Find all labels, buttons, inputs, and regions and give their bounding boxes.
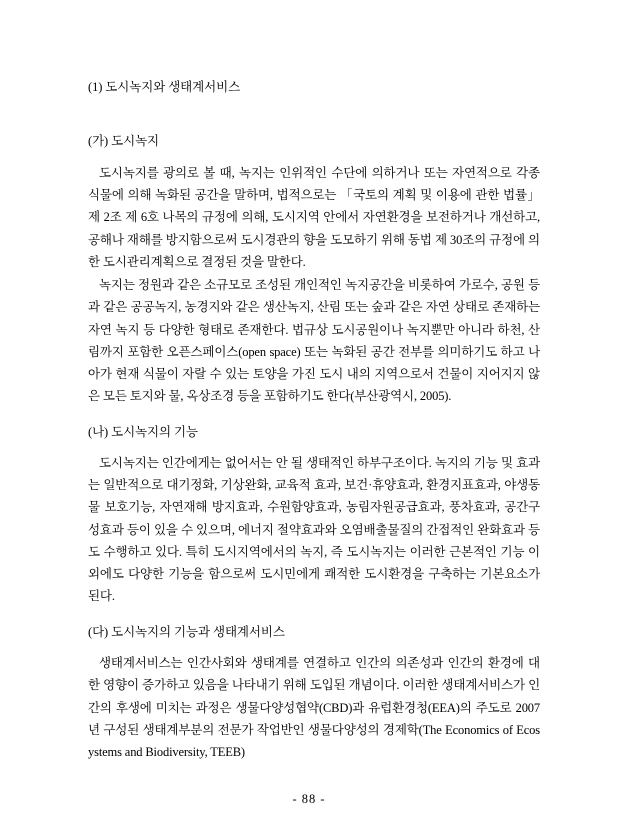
paragraph: 도시녹지는 인간에게는 없어서는 안 될 생태적인 하부구조이다. 녹지의 기능 및 효과는 일반적으로 대기정화, 기상완화, 교육적 효과, 보건·휴양효과, 환경지표효과, 야생동물 보호기능, 자연재해 방지효과, 수원함양효과, 농림자원공급효과, 풍차효과, 공간구성효과 등이 있을 수 있으며, 에너지 절약효과와 오염배출물질의 간접적인 완화효과 등도 수행하고 있다. 특히 도시지역에서의 녹지, 즉 도시녹지는 이러한 근본적인 기능 이외에도 다양한 기능을 함으로써 도시민에게 쾌적한 도시환경을 구축하는 기본요소가 된다. — [88, 455, 540, 604]
spacer — [88, 107, 540, 114]
paragraph: 녹지는 정원과 같은 소규모로 조성된 개인적인 녹지공간을 비롯하여 가로수, 공원 등과 같은 공공녹지, 농경지와 같은 생산녹지, 산림 또는 숲과 같은 자연 상태로 존재하는 자연 녹지 등 다양한 형태로 존재한다. 법규상 도시공원이나 녹지뿐만 아니라 하천, 산림까지 포함한 오픈스페이스(open space) 또는 녹화된 공간 전부를 의미하기도 하고 나아가 현재 식물이 자랄 수 있는 토양을 가진 도시 내의 지역으로서 건물이 지어지지 않은 모든 토지와 물, 옥상조경 등을 포함하기도 한다(부산광역시, 2005). — [88, 278, 540, 404]
section-heading-da: (다) 도시녹지의 기능과 생태계서비스 — [88, 624, 285, 639]
page-number: - 88 - — [292, 792, 326, 806]
section-heading-1: (1) 도시녹지와 생태계서비스 — [88, 80, 241, 94]
section-heading-ga: (가) 도시녹지 — [88, 134, 160, 149]
section-heading-na: (나) 도시녹지의 기능 — [88, 424, 198, 439]
paragraph: 도시녹지를 광의로 볼 때, 녹지는 인위적인 수단에 의하거나 또는 자연적으로 각종 식물에 의해 녹화된 공간을 말하며, 법적으로는 「국토의 계획 및 이용에 관한 법률」 제 2조 제 6호 나목의 규정에 의해, 도시지역 안에서 자연환경을 보전하거나 개선하고, 공해나 재해를 방지함으로써 도시경관의 향을 도모하기 위해 동법 제 30조의 규정에 의한 도시관리계획으로 결정된 것을 말한다. — [88, 165, 540, 269]
spacer — [88, 608, 540, 623]
page-content — [88, 78, 540, 763]
spacer — [88, 408, 540, 423]
paragraph: 생태계서비스는 인간사회와 생태계를 연결하고 인간의 의존성과 인간의 환경에 대한 영향이 증가하고 있음을 나타내기 위해 도입된 개념이다. 이러한 생태계서비스가 인간의 후생에 미치는 과정은 생물다양성협약(CBD)과 유럽환경청(EEA)의 주도로 2007년 구성된 생태계부분의 전문가 작업반인 생물다양성의 경제학(The Economics of Ecosystems and Biodiversity, TEEB) — [88, 656, 540, 759]
